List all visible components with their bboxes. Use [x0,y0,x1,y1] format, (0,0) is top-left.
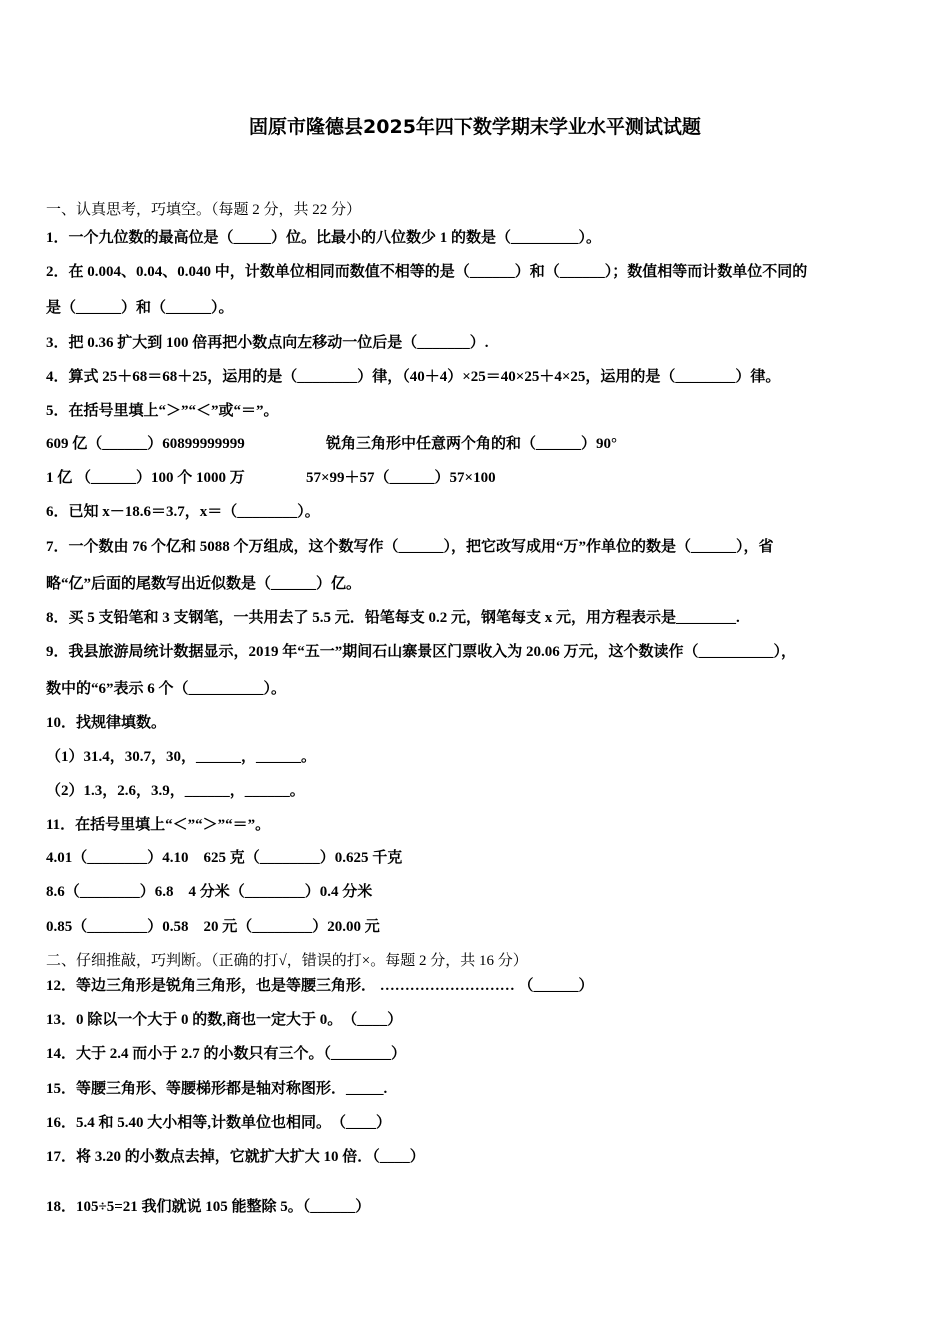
question-9-line-1: 9．我县旅游局统计数据显示，2019 年“五一”期间石山寨景区门票收入为 20.06 万元，这个数读作（__________）， [46,644,797,660]
question-16: 16．5.4 和 5.40 大小相等,计数单位也相同。 （____） [46,1115,392,1131]
question-18: 18．105÷5=21 我们就说 105 能整除 5。（______） [46,1199,371,1215]
question-17: 17．将 3.20 的小数点去掉，它就扩大扩大 10 倍．（____） [46,1149,425,1165]
question-7-line-2: 略“亿”后面的尾数写出近似数是（______）亿。 [46,576,362,592]
q5-row2-left: 1 亿 （______）100 个 1000 万 [46,470,245,486]
section-2-heading: 二、仔细推敲，巧判断。（正确的打√，错误的打×。每题 2 分，共 16 分） [46,953,528,969]
question-7-line-1: 7．一个数由 76 个亿和 5088 个万组成，这个数写作（______），把它改写成用“万”作单位的数是（______），省 [46,539,774,555]
question-11-row-3: 0.85（________）0.58 20 元（________）20.00 元 [46,919,380,935]
question-5: 5．在括号里填上“＞”“＜”或“＝”。 [46,403,279,419]
question-5-row-2 [46,468,496,488]
question-5-row-1 [46,434,618,454]
question-4: 4．算式 25＋68＝68＋25，运用的是（________）律，（40＋4）×25＝40×25＋4×25，运用的是（________）律。 [46,369,781,385]
question-13: 13．0 除以一个大于 0 的数,商也一定大于 0。 （____） [46,1012,403,1028]
question-2-line-2: 是（______）和（______）。 [46,300,234,316]
question-11-row-2: 8.6（________）6.8 4 分米（________）0.4 分米 [46,884,373,900]
question-10-part-1: （1）31.4，30.7，30，______，______。 [46,749,317,765]
question-2-line-1: 2．在 0.004、0.04、0.040 中，计数单位相同而数值不相等的是（______）和（______）；数值相等而计数单位不同的 [46,264,808,280]
question-10-part-2: （2）1.3，2.6，3.9，______，______。 [46,783,305,799]
q5-row1-left: 609 亿（______）60899999999 [46,436,245,452]
question-15: 15．等腰三角形、等腰梯形都是轴对称图形．_____. [46,1081,388,1097]
page-title: 固原市隆德县2025年四下数学期末学业水平测试试题 [249,116,701,138]
question-3: 3．把 0.36 扩大到 100 倍再把小数点向左移动一位后是（_______）. [46,335,489,351]
question-9-line-2: 数中的“6”表示 6 个（__________）。 [46,681,287,697]
question-11: 11．在括号里填上“＜”“＞”“＝”。 [46,817,271,833]
question-10: 10．找规律填数。 [46,715,167,731]
question-11-row-1: 4.01（________）4.10 625 克（________）0.625 千克 [46,850,403,866]
section-1-heading: 一、认真思考，巧填空。（每题 2 分，共 22 分） [46,202,362,218]
q5-row2-right: 57×99＋57（______）57×100 [306,470,496,486]
question-6: 6．已知 x－18.6＝3.7，x＝（________）。 [46,504,320,520]
question-12: 12．等边三角形是锐角三角形，也是等腰三角形． ……………………… （______） [46,978,594,994]
q5-row1-right: 锐角三角形中任意两个角的和（______）90° [326,436,618,452]
question-14: 14．大于 2.4 而小于 2.7 的小数只有三个。（________） [46,1046,407,1062]
question-1: 1．一个九位数的最高位是（_____）位。比最小的八位数少 1 的数是（_________）。 [46,230,602,246]
question-8: 8．买 5 支铅笔和 3 支钢笔，一共用去了 5.5 元．铅笔每支 0.2 元，钢笔每支 x 元，用方程表示是________. [46,610,740,626]
